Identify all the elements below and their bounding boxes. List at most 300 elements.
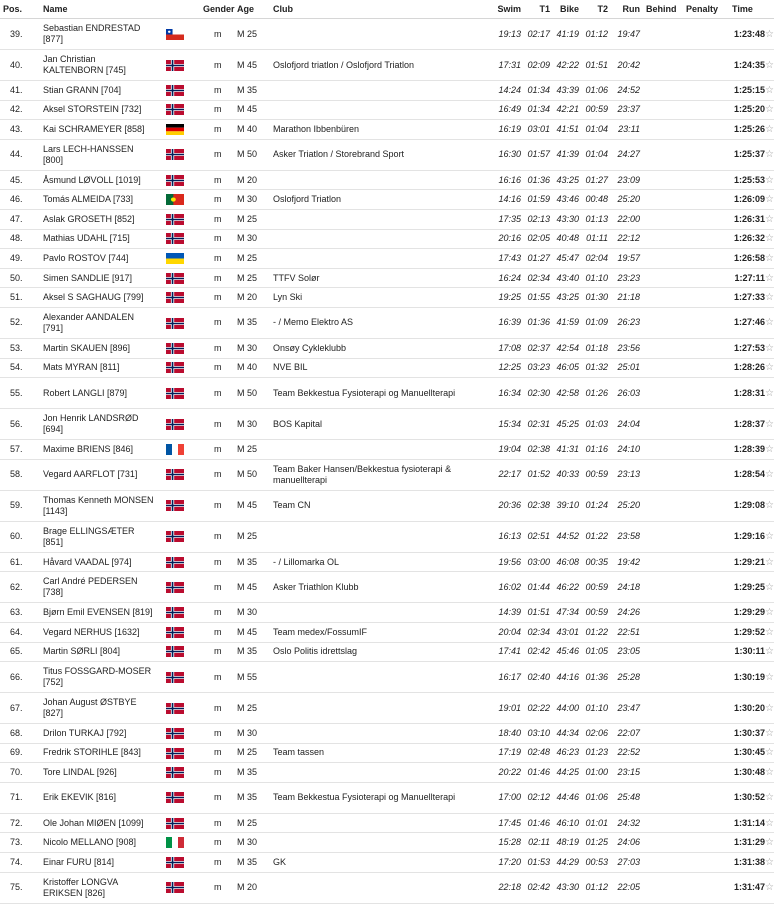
athlete-name[interactable]: Simen SANDLIE [917]	[40, 268, 158, 288]
country-flag-icon	[158, 521, 200, 552]
club-cell: BOS Kapital	[270, 409, 490, 440]
athlete-name[interactable]: Aksel S SAGHAUG [799]	[40, 288, 158, 308]
t2-time: 01:11	[582, 229, 611, 249]
bike-time: 44:00	[553, 693, 582, 724]
run-time: 23:11	[611, 120, 643, 140]
athlete-name[interactable]: Einar FURU [814]	[40, 853, 158, 873]
total-time-value: 1:26:09	[733, 194, 765, 205]
athlete-name[interactable]: Carl André PEDERSEN [738]	[40, 572, 158, 603]
athlete-name[interactable]: Martin SKAUEN [896]	[40, 338, 158, 358]
athlete-name[interactable]: Bjørn Emil EVENSEN [819]	[40, 603, 158, 623]
behind-cell	[643, 209, 683, 229]
athlete-name[interactable]: Martin SØRLI [804]	[40, 642, 158, 662]
swim-time: 16:02	[490, 572, 524, 603]
country-flag-icon	[158, 833, 200, 853]
table-row[interactable]	[0, 19, 774, 50]
star-icon[interactable]: ☆	[765, 292, 774, 304]
penalty-cell	[683, 662, 729, 693]
star-icon[interactable]: ☆	[765, 469, 774, 481]
table-row[interactable]	[0, 307, 774, 338]
star-icon[interactable]: ☆	[765, 194, 774, 206]
table-row[interactable]	[0, 833, 774, 853]
star-icon[interactable]: ☆	[765, 28, 774, 40]
behind-cell	[643, 833, 683, 853]
col-t1[interactable]: T1	[524, 0, 553, 19]
chile-flag-icon	[166, 29, 184, 40]
total-time	[729, 490, 774, 521]
norway-flag-icon	[166, 767, 184, 778]
star-icon[interactable]: ☆	[765, 233, 774, 245]
table-row[interactable]	[0, 642, 774, 662]
behind-cell	[643, 763, 683, 783]
total-time-value: 1:27:11	[734, 272, 765, 283]
athlete-name[interactable]: Kristoffer LONGVA ERIKSEN [826]	[40, 872, 158, 903]
table-row[interactable]	[0, 229, 774, 249]
athlete-name[interactable]: Aslak GROSETH [852]	[40, 209, 158, 229]
country-flag-icon	[158, 763, 200, 783]
norway-flag-icon	[166, 233, 184, 244]
age-group-cell: M 50	[234, 459, 270, 490]
athlete-name[interactable]: Stian GRANN [704]	[40, 81, 158, 101]
star-icon[interactable]: ☆	[765, 531, 774, 543]
star-icon[interactable]: ☆	[765, 59, 774, 71]
total-time-value: 1:27:33	[733, 292, 765, 303]
bike-time: 43:40	[553, 268, 582, 288]
table-row[interactable]	[0, 409, 774, 440]
table-row[interactable]	[0, 170, 774, 190]
star-icon[interactable]: ☆	[765, 856, 774, 868]
athlete-name[interactable]: Thomas Kenneth MONSEN [1143]	[40, 490, 158, 521]
t1-time: 01:52	[524, 459, 553, 490]
position-cell: 43.	[0, 120, 40, 140]
star-icon[interactable]: ☆	[765, 702, 774, 714]
swim-time: 19:04	[490, 440, 524, 460]
penalty-cell	[683, 19, 729, 50]
col-t2[interactable]: T2	[582, 0, 611, 19]
athlete-name[interactable]: Åsmund LØVOLL [1019]	[40, 170, 158, 190]
country-flag-icon	[158, 100, 200, 120]
total-time	[729, 50, 774, 81]
table-row[interactable]	[0, 782, 774, 813]
swim-time: 15:34	[490, 409, 524, 440]
germany-flag-icon	[166, 124, 184, 135]
athlete-name[interactable]: Tomás ALMEIDA [733]	[40, 190, 158, 210]
star-icon[interactable]: ☆	[765, 767, 774, 779]
star-icon[interactable]: ☆	[765, 272, 774, 284]
table-row[interactable]	[0, 763, 774, 783]
col-bike[interactable]: Bike	[553, 0, 582, 19]
table-row[interactable]	[0, 459, 774, 490]
position-cell: 64.	[0, 622, 40, 642]
swim-time: 16:17	[490, 662, 524, 693]
star-icon[interactable]: ☆	[765, 362, 774, 374]
star-icon[interactable]: ☆	[765, 317, 774, 329]
table-row[interactable]	[0, 358, 774, 378]
t2-time: 01:24	[582, 490, 611, 521]
t1-time: 02:37	[524, 338, 553, 358]
star-icon[interactable]: ☆	[765, 443, 774, 455]
athlete-name[interactable]: Fredrik STORIHLE [843]	[40, 743, 158, 763]
table-row[interactable]	[0, 288, 774, 308]
club-cell: Asker Triathlon Klubb	[270, 572, 490, 603]
star-icon[interactable]: ☆	[765, 727, 774, 739]
athlete-name[interactable]: Tore LINDAL [926]	[40, 763, 158, 783]
t2-time: 00:59	[582, 572, 611, 603]
country-flag-icon	[158, 603, 200, 623]
behind-cell	[643, 81, 683, 101]
t1-time: 01:51	[524, 603, 553, 623]
club-cell: Marathon Ibbenbüren	[270, 120, 490, 140]
behind-cell	[643, 490, 683, 521]
athlete-name[interactable]: Titus FOSSGARD-MOSER [752]	[40, 662, 158, 693]
total-time-value: 1:28:37	[733, 418, 765, 429]
position-cell: 71.	[0, 782, 40, 813]
table-row[interactable]	[0, 190, 774, 210]
italy-flag-icon	[166, 837, 184, 848]
athlete-name[interactable]: Mats MYRAN [811]	[40, 358, 158, 378]
table-row[interactable]	[0, 813, 774, 833]
t2-time: 01:04	[582, 120, 611, 140]
country-flag-icon	[158, 358, 200, 378]
penalty-cell	[683, 572, 729, 603]
total-time	[729, 642, 774, 662]
table-row[interactable]	[0, 139, 774, 170]
norway-flag-icon	[166, 469, 184, 480]
athlete-name[interactable]: Kai SCHRAMEYER [858]	[40, 120, 158, 140]
table-row[interactable]	[0, 249, 774, 269]
club-cell	[270, 693, 490, 724]
star-icon[interactable]: ☆	[765, 342, 774, 354]
total-time	[729, 833, 774, 853]
behind-cell	[643, 603, 683, 623]
athlete-name[interactable]: Vegard NERHUS [1632]	[40, 622, 158, 642]
star-icon[interactable]: ☆	[765, 84, 774, 96]
t1-time: 01:46	[524, 763, 553, 783]
t2-time: 00:48	[582, 190, 611, 210]
star-icon[interactable]: ☆	[765, 556, 774, 568]
table-row[interactable]	[0, 209, 774, 229]
total-time-value: 1:31:14	[733, 817, 765, 828]
position-cell: 63.	[0, 603, 40, 623]
position-cell: 74.	[0, 853, 40, 873]
athlete-name[interactable]: Håvard VAADAL [974]	[40, 552, 158, 572]
country-flag-icon	[158, 229, 200, 249]
penalty-cell	[683, 100, 729, 120]
run-time: 24:06	[611, 833, 643, 853]
penalty-cell	[683, 490, 729, 521]
bike-time: 46:05	[553, 358, 582, 378]
age-group-cell: M 30	[234, 338, 270, 358]
swim-time: 16:24	[490, 268, 524, 288]
table-row[interactable]	[0, 378, 774, 409]
total-time-value: 1:29:21	[733, 556, 765, 567]
age-group-cell: M 20	[234, 288, 270, 308]
star-icon[interactable]: ☆	[765, 123, 774, 135]
col-swim[interactable]: Swim	[490, 0, 524, 19]
bike-time: 43:25	[553, 288, 582, 308]
club-cell: Oslo Politis idrettslag	[270, 642, 490, 662]
total-time-value: 1:25:15	[733, 84, 765, 95]
total-time	[729, 763, 774, 783]
table-row[interactable]	[0, 572, 774, 603]
t2-time: 01:22	[582, 521, 611, 552]
total-time	[729, 440, 774, 460]
position-cell: 72.	[0, 813, 40, 833]
star-icon[interactable]: ☆	[765, 792, 774, 804]
t2-time: 00:59	[582, 603, 611, 623]
star-icon[interactable]: ☆	[765, 882, 774, 894]
t1-time: 02:38	[524, 440, 553, 460]
table-row[interactable]	[0, 693, 774, 724]
swim-time: 17:20	[490, 853, 524, 873]
athlete-name[interactable]: Erik EKEVIK [816]	[40, 782, 158, 813]
table-row[interactable]	[0, 338, 774, 358]
penalty-cell	[683, 833, 729, 853]
swim-time: 17:08	[490, 338, 524, 358]
table-row[interactable]	[0, 50, 774, 81]
swim-time: 20:16	[490, 229, 524, 249]
athlete-name[interactable]: Alexander AANDALEN [791]	[40, 307, 158, 338]
norway-flag-icon	[166, 273, 184, 284]
table-row[interactable]	[0, 872, 774, 903]
table-row[interactable]	[0, 622, 774, 642]
bike-time: 43:30	[553, 872, 582, 903]
t2-time: 01:26	[582, 378, 611, 409]
col-run[interactable]: Run	[611, 0, 643, 19]
bike-time: 44:34	[553, 724, 582, 744]
total-time	[729, 249, 774, 269]
country-flag-icon	[158, 378, 200, 409]
country-flag-icon	[158, 170, 200, 190]
star-icon[interactable]: ☆	[765, 607, 774, 619]
col-penalty[interactable]: Penalty	[683, 0, 729, 19]
athlete-name[interactable]: Jon Henrik LANDSRØD [694]	[40, 409, 158, 440]
table-row[interactable]	[0, 521, 774, 552]
table-row[interactable]	[0, 552, 774, 572]
table-row[interactable]	[0, 853, 774, 873]
country-flag-icon	[158, 190, 200, 210]
gender-cell: m	[200, 50, 234, 81]
athlete-name[interactable]: Pavlo ROSTOV [744]	[40, 249, 158, 269]
age-group-cell: M 45	[234, 490, 270, 521]
athlete-name[interactable]: Robert LANGLI [879]	[40, 378, 158, 409]
swim-time: 16:34	[490, 378, 524, 409]
table-row[interactable]	[0, 662, 774, 693]
table-row[interactable]	[0, 81, 774, 101]
star-icon[interactable]: ☆	[765, 174, 774, 186]
table-row[interactable]	[0, 603, 774, 623]
athlete-name[interactable]: Drilon TURKAJ [792]	[40, 724, 158, 744]
country-flag-icon	[158, 288, 200, 308]
club-cell: Team CN	[270, 490, 490, 521]
position-cell: 48.	[0, 229, 40, 249]
portugal-flag-icon	[166, 194, 184, 205]
club-cell	[270, 209, 490, 229]
athlete-name[interactable]: Jan Christian KALTENBORN [745]	[40, 50, 158, 81]
t1-time: 02:09	[524, 50, 553, 81]
athlete-name[interactable]: Brage ELLINGSÆTER [851]	[40, 521, 158, 552]
age-group-cell: M 40	[234, 358, 270, 378]
star-icon[interactable]: ☆	[765, 626, 774, 638]
bike-time: 46:23	[553, 743, 582, 763]
swim-time: 14:24	[490, 81, 524, 101]
norway-flag-icon	[166, 60, 184, 71]
table-row[interactable]	[0, 743, 774, 763]
athlete-name[interactable]: Johan August ØSTBYE [827]	[40, 693, 158, 724]
t1-time: 02:22	[524, 693, 553, 724]
total-time	[729, 521, 774, 552]
country-flag-icon	[158, 552, 200, 572]
norway-flag-icon	[166, 292, 184, 303]
bike-time: 42:54	[553, 338, 582, 358]
t2-time: 01:30	[582, 288, 611, 308]
t1-time: 02:42	[524, 872, 553, 903]
position-cell: 66.	[0, 662, 40, 693]
athlete-name[interactable]: Ole Johan MIØEN [1099]	[40, 813, 158, 833]
behind-cell	[643, 288, 683, 308]
star-icon[interactable]: ☆	[765, 646, 774, 658]
penalty-cell	[683, 229, 729, 249]
table-row[interactable]	[0, 100, 774, 120]
run-time: 25:01	[611, 358, 643, 378]
swim-time: 19:25	[490, 288, 524, 308]
total-time-value: 1:27:46	[733, 317, 765, 328]
t1-time: 01:36	[524, 307, 553, 338]
col-time[interactable]: Time	[729, 0, 774, 19]
athlete-name[interactable]: Sebastian ENDRESTAD [877]	[40, 19, 158, 50]
gender-cell: m	[200, 209, 234, 229]
t2-time: 01:27	[582, 170, 611, 190]
t2-time: 01:12	[582, 19, 611, 50]
star-icon[interactable]: ☆	[765, 500, 774, 512]
bike-time: 41:59	[553, 307, 582, 338]
bike-time: 43:25	[553, 170, 582, 190]
table-row[interactable]	[0, 268, 774, 288]
t2-time: 01:23	[582, 743, 611, 763]
t2-time: 00:59	[582, 100, 611, 120]
penalty-cell	[683, 763, 729, 783]
norway-flag-icon	[166, 818, 184, 829]
col-age[interactable]: Age	[234, 0, 270, 19]
star-icon[interactable]: ☆	[765, 252, 774, 264]
table-row[interactable]	[0, 724, 774, 744]
position-cell: 53.	[0, 338, 40, 358]
run-time: 25:28	[611, 662, 643, 693]
col-club[interactable]: Club	[270, 0, 490, 19]
col-behind[interactable]: Behind	[643, 0, 683, 19]
total-time	[729, 19, 774, 50]
total-time	[729, 338, 774, 358]
penalty-cell	[683, 440, 729, 460]
gender-cell: m	[200, 307, 234, 338]
total-time	[729, 268, 774, 288]
athlete-name[interactable]: Vegard AARFLOT [731]	[40, 459, 158, 490]
club-cell	[270, 763, 490, 783]
total-time	[729, 693, 774, 724]
position-cell: 62.	[0, 572, 40, 603]
star-icon[interactable]: ☆	[765, 817, 774, 829]
col-gender[interactable]: Gender	[200, 0, 234, 19]
t1-time: 01:34	[524, 100, 553, 120]
table-row[interactable]	[0, 490, 774, 521]
total-time-value: 1:28:54	[733, 469, 765, 480]
total-time-value: 1:26:58	[733, 252, 765, 263]
total-time-value: 1:29:25	[733, 581, 765, 592]
star-icon[interactable]: ☆	[765, 581, 774, 593]
behind-cell	[643, 521, 683, 552]
bike-time: 46:22	[553, 572, 582, 603]
star-icon[interactable]: ☆	[765, 837, 774, 849]
penalty-cell	[683, 743, 729, 763]
run-time: 23:15	[611, 763, 643, 783]
club-cell: Asker Triatlon / Storebrand Sport	[270, 139, 490, 170]
penalty-cell	[683, 409, 729, 440]
athlete-name[interactable]: Maxime BRIENS [846]	[40, 440, 158, 460]
ukraine-flag-icon	[166, 253, 184, 264]
star-icon[interactable]: ☆	[765, 104, 774, 116]
total-time-value: 1:29:08	[733, 500, 765, 511]
star-icon[interactable]: ☆	[765, 418, 774, 430]
penalty-cell	[683, 288, 729, 308]
penalty-cell	[683, 552, 729, 572]
total-time	[729, 139, 774, 170]
col-name[interactable]: Name	[40, 0, 158, 19]
athlete-name[interactable]: Nicolo MELLANO [908]	[40, 833, 158, 853]
t2-time: 01:09	[582, 307, 611, 338]
athlete-name[interactable]: Mathias UDAHL [715]	[40, 229, 158, 249]
run-time: 22:51	[611, 622, 643, 642]
bike-time: 44:25	[553, 763, 582, 783]
penalty-cell	[683, 521, 729, 552]
total-time	[729, 572, 774, 603]
behind-cell	[643, 853, 683, 873]
star-icon[interactable]: ☆	[765, 747, 774, 759]
gender-cell: m	[200, 833, 234, 853]
swim-time: 14:16	[490, 190, 524, 210]
club-cell	[270, 724, 490, 744]
penalty-cell	[683, 378, 729, 409]
country-flag-icon	[158, 724, 200, 744]
table-row[interactable]	[0, 440, 774, 460]
swim-time: 19:13	[490, 19, 524, 50]
col-pos[interactable]: Pos.	[0, 0, 40, 19]
star-icon[interactable]: ☆	[765, 387, 774, 399]
age-group-cell: M 45	[234, 572, 270, 603]
total-time-value: 1:25:26	[733, 123, 765, 134]
position-cell: 68.	[0, 724, 40, 744]
star-icon[interactable]: ☆	[765, 149, 774, 161]
run-time: 19:42	[611, 552, 643, 572]
star-icon[interactable]: ☆	[765, 213, 774, 225]
bike-time: 41:31	[553, 440, 582, 460]
gender-cell: m	[200, 743, 234, 763]
t1-time: 02:34	[524, 268, 553, 288]
star-icon[interactable]: ☆	[765, 671, 774, 683]
athlete-name[interactable]: Aksel STORSTEIN [732]	[40, 100, 158, 120]
penalty-cell	[683, 139, 729, 170]
age-group-cell: M 35	[234, 763, 270, 783]
t2-time: 01:51	[582, 50, 611, 81]
age-group-cell: M 45	[234, 622, 270, 642]
t1-time: 02:31	[524, 409, 553, 440]
t1-time: 01:53	[524, 853, 553, 873]
athlete-name[interactable]: Lars LECH-HANSSEN [800]	[40, 139, 158, 170]
country-flag-icon	[158, 872, 200, 903]
age-group-cell: M 25	[234, 813, 270, 833]
gender-cell: m	[200, 603, 234, 623]
t1-time: 02:38	[524, 490, 553, 521]
table-row[interactable]	[0, 120, 774, 140]
